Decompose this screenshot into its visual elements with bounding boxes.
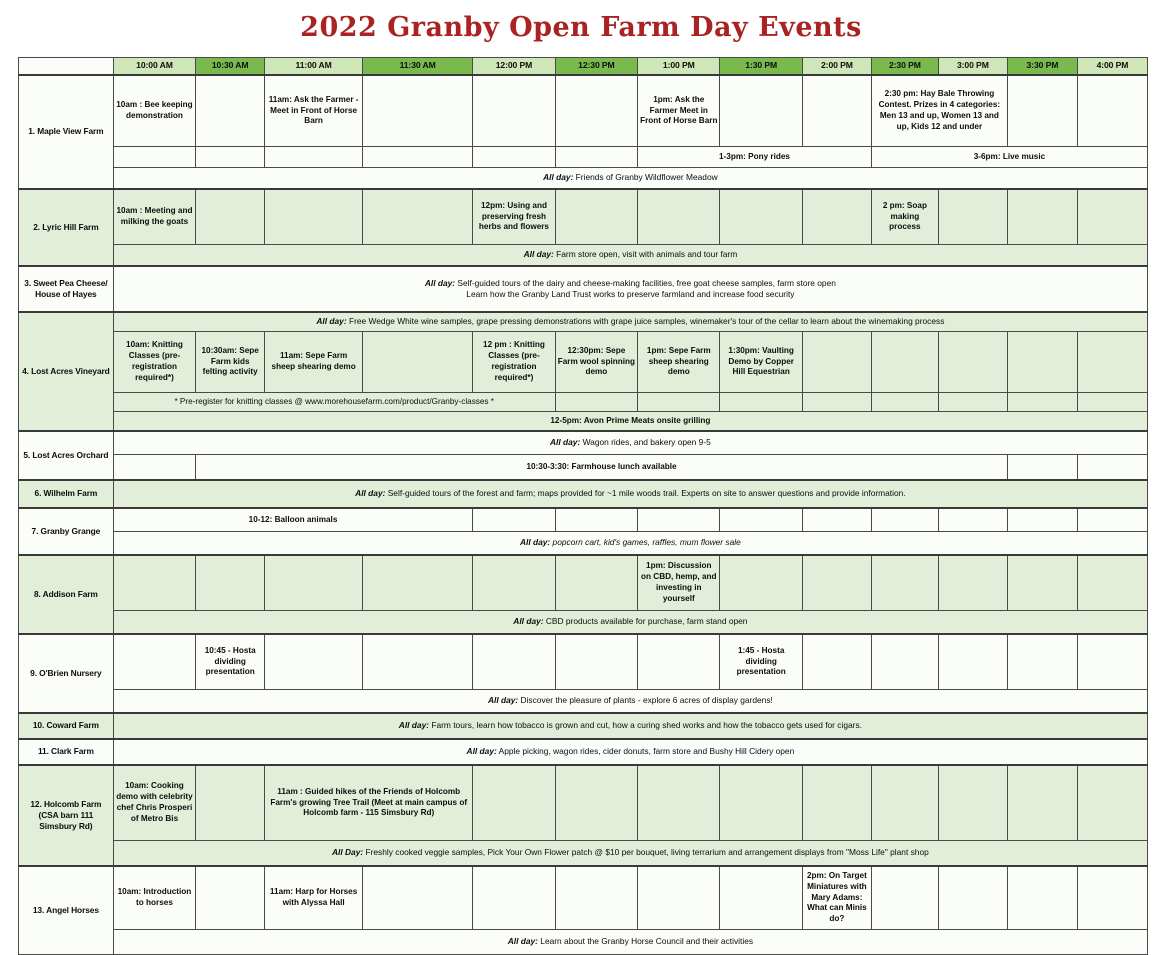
empty-cell[interactable]	[265, 147, 363, 168]
allday-label: All day:	[523, 249, 554, 260]
allday-label: All day:	[398, 720, 430, 731]
span-text: Pony rides	[745, 151, 790, 161]
schedule-table	[18, 57, 1148, 955]
allday-line2: Learn how the Granby Land Trust works to preserve farmland and increase food security	[466, 289, 795, 299]
empty-cell[interactable]	[1007, 866, 1077, 930]
allday-text: CBD products available for purchase, farm stand open	[543, 616, 748, 627]
time-header-100pm: 1:00 PM	[638, 58, 720, 76]
empty-cell[interactable]	[196, 765, 265, 841]
empty-cell[interactable]	[473, 634, 555, 690]
empty-cell[interactable]	[1077, 189, 1147, 245]
empty-cell[interactable]	[265, 189, 363, 245]
farm-allday-row-holcomb	[19, 841, 1148, 867]
allday-cell[interactable]	[113, 532, 1147, 556]
empty-cell[interactable]	[363, 555, 473, 611]
empty-cell[interactable]	[802, 189, 871, 245]
span-text: Avon Prime Meats onsite grilling	[581, 415, 711, 425]
empty-cell[interactable]	[363, 866, 473, 930]
event-cell[interactable]: 10am: Knitting Classes (pre-registration required*)	[113, 332, 195, 393]
event-cell[interactable]: 2:30 pm: Hay Bale Throwing Contest. Prizes in 4 categories: Men 13 and up, Women 13 and up, Kids 12 and under	[871, 75, 1007, 147]
empty-cell[interactable]	[113, 455, 195, 481]
empty-cell[interactable]	[473, 866, 555, 930]
farm-events-row-lost-acres-vineyard	[19, 332, 1148, 393]
empty-cell[interactable]	[1077, 75, 1147, 147]
farm-row-holcomb	[19, 765, 1148, 841]
empty-cell[interactable]	[938, 634, 1007, 690]
event-cell[interactable]: 12 pm : Knitting Classes (pre-registration required*)	[473, 332, 555, 393]
empty-cell[interactable]	[555, 393, 637, 412]
empty-cell[interactable]	[720, 555, 802, 611]
empty-cell[interactable]	[871, 634, 938, 690]
empty-cell[interactable]	[265, 634, 363, 690]
empty-cell[interactable]	[1007, 393, 1077, 412]
allday-cell[interactable]	[113, 266, 1147, 312]
empty-cell[interactable]	[1007, 555, 1077, 611]
empty-cell[interactable]	[938, 332, 1007, 393]
allday-cell[interactable]	[113, 245, 1147, 267]
prereg-note[interactable]: * Pre-register for knitting classes @ www.morehousefarm.com/product/Granby-classes *	[113, 393, 555, 412]
farm-row-coward	[19, 713, 1148, 739]
empty-cell[interactable]	[473, 765, 555, 841]
time-header-1000am: 10:00 AM	[113, 58, 195, 76]
farm-name: 4. Lost Acres Vineyard	[19, 312, 114, 431]
farm-row-obrien-nursery	[19, 634, 1148, 690]
allday-cell[interactable]	[113, 930, 1147, 955]
empty-cell[interactable]	[555, 189, 637, 245]
event-cell[interactable]: 12pm: Using and preserving fresh herbs and flowers	[473, 189, 555, 245]
empty-cell[interactable]	[871, 393, 938, 412]
empty-cell[interactable]	[938, 508, 1007, 532]
event-cell[interactable]: 11am: Sepe Farm sheep shearing demo	[265, 332, 363, 393]
empty-cell[interactable]	[720, 765, 802, 841]
time-header-1230pm: 12:30 PM	[555, 58, 637, 76]
farm-name: 6. Wilhelm Farm	[19, 480, 114, 508]
farm-name: 9. O'Brien Nursery	[19, 634, 114, 713]
time-header-1200pm: 12:00 PM	[473, 58, 555, 76]
farm-allday-row-granby-grange	[19, 532, 1148, 556]
empty-cell[interactable]	[113, 147, 195, 168]
empty-cell[interactable]	[1077, 866, 1147, 930]
event-cell[interactable]: 10:45 - Hosta dividing presentation	[196, 634, 265, 690]
allday-cell[interactable]	[113, 690, 1147, 714]
farm-span-row-lost-acres-vineyard	[19, 412, 1148, 432]
allday-text: Apple picking, wagon rides, cider donuts, farm store and Bushy Hill Cidery open	[496, 746, 795, 757]
allday-label: All day:	[543, 172, 574, 183]
empty-cell[interactable]	[638, 393, 720, 412]
allday-text: Free Wedge White wine samples, grape pressing demonstrations with grape juice samples, winemaker's tour of the cellar to learn about the winemaking process	[346, 316, 945, 327]
empty-cell[interactable]	[1007, 508, 1077, 532]
empty-cell[interactable]	[473, 508, 555, 532]
empty-cell[interactable]	[196, 555, 265, 611]
empty-cell[interactable]	[638, 634, 720, 690]
farm-name: 5. Lost Acres Orchard	[19, 431, 114, 480]
empty-cell[interactable]	[802, 508, 871, 532]
farm-allday-row-lyric-hill	[19, 245, 1148, 267]
empty-cell[interactable]	[1077, 332, 1147, 393]
time-header-1100am: 11:00 AM	[265, 58, 363, 76]
empty-cell[interactable]	[720, 75, 802, 147]
empty-cell[interactable]	[938, 555, 1007, 611]
allday-text: popcorn cart, kid's games, raffles, mum flower sale	[550, 537, 741, 548]
event-cell[interactable]: 1pm: Ask the Farmer Meet in Front of Horse Barn	[638, 75, 720, 147]
empty-cell[interactable]	[363, 147, 473, 168]
empty-cell[interactable]	[638, 508, 720, 532]
allday-cell[interactable]	[113, 739, 1147, 765]
span-balloon-animals[interactable]: 10-12: Balloon animals	[113, 508, 473, 532]
empty-cell[interactable]	[1077, 765, 1147, 841]
event-cell[interactable]: 10am: Introduction to horses	[113, 866, 195, 930]
farm-note-row-lost-acres-vineyard	[19, 393, 1148, 412]
event-cell[interactable]: 2 pm: Soap making process	[871, 189, 938, 245]
farm-name: 1. Maple View Farm	[19, 75, 114, 189]
span-text: Live music	[1000, 151, 1046, 161]
empty-cell[interactable]	[196, 866, 265, 930]
empty-cell[interactable]	[720, 508, 802, 532]
allday-text: Farm tours, learn how tobacco is grown and cut, how a curing shed works and how the tobacco gets used for cigars.	[429, 720, 862, 731]
event-cell[interactable]: 10am : Bee keeping demonstration	[113, 75, 195, 147]
event-cell[interactable]: 1pm: Sepe Farm sheep shearing demo	[638, 332, 720, 393]
span-pony-rides[interactable]	[638, 147, 872, 168]
allday-label: All day:	[355, 488, 386, 499]
allday-cell[interactable]	[113, 713, 1147, 739]
empty-cell[interactable]	[638, 866, 720, 930]
allday-text: Freshly cooked veggie samples, Pick Your Own Flower patch @ $10 per bouquet, living terrarium and arrangement displays from "Moss Life" plant shop	[363, 847, 929, 858]
empty-cell[interactable]	[802, 75, 871, 147]
farm-row-addison	[19, 555, 1148, 611]
empty-cell[interactable]	[1077, 634, 1147, 690]
farm-span-row-maple-view	[19, 147, 1148, 168]
empty-cell[interactable]	[265, 555, 363, 611]
farm-allday-row-angel-horses	[19, 930, 1148, 955]
empty-cell[interactable]	[363, 189, 473, 245]
event-cell[interactable]: 1:30pm: Vaulting Demo by Copper Hill Equestrian	[720, 332, 802, 393]
empty-cell[interactable]	[720, 866, 802, 930]
span-label: 1-3pm:	[719, 151, 746, 161]
empty-cell[interactable]	[938, 866, 1007, 930]
empty-cell[interactable]	[1077, 393, 1147, 412]
farm-row-clark	[19, 739, 1148, 765]
empty-cell[interactable]	[473, 555, 555, 611]
empty-cell[interactable]	[473, 147, 555, 168]
time-header-130pm: 1:30 PM	[720, 58, 802, 76]
farm-row-wilhelm	[19, 480, 1148, 508]
empty-cell[interactable]	[1077, 555, 1147, 611]
span-avon-prime-meats[interactable]	[113, 412, 1147, 432]
allday-text: Friends of Granby Wildflower Meadow	[573, 172, 718, 183]
allday-text: Farm store open, visit with animals and tour farm	[553, 249, 738, 260]
empty-cell[interactable]	[1007, 75, 1077, 147]
farm-name: 8. Addison Farm	[19, 555, 114, 634]
empty-cell[interactable]	[802, 555, 871, 611]
empty-cell[interactable]	[938, 765, 1007, 841]
allday-cell[interactable]	[113, 480, 1147, 508]
allday-cell[interactable]	[113, 431, 1147, 455]
empty-cell[interactable]	[363, 332, 473, 393]
farm-allday-row-maple-view	[19, 168, 1148, 190]
empty-cell[interactable]	[871, 765, 938, 841]
farm-allday-row-obrien-nursery	[19, 690, 1148, 714]
event-cell[interactable]: 11am: Harp for Horses with Alyssa Hall	[265, 866, 363, 930]
empty-cell[interactable]	[196, 75, 265, 147]
empty-cell[interactable]	[555, 555, 637, 611]
event-cell[interactable]: 10am : Meeting and milking the goats	[113, 189, 195, 245]
empty-cell[interactable]	[1007, 634, 1077, 690]
header-corner	[19, 58, 114, 76]
allday-text: Wagon rides, and bakery open 9-5	[580, 437, 711, 448]
allday-label: All day:	[466, 746, 497, 757]
allday-label: All day:	[487, 695, 519, 706]
span-live-music[interactable]	[871, 147, 1147, 168]
allday-banner-cell[interactable]	[113, 312, 1147, 332]
event-cell[interactable]: 2pm: On Target Miniatures with Mary Adams: What can Minis do?	[802, 866, 871, 930]
farm-row-granby-grange	[19, 508, 1148, 532]
empty-cell[interactable]	[555, 75, 637, 147]
empty-cell[interactable]	[363, 634, 473, 690]
empty-cell[interactable]	[555, 634, 637, 690]
page-title: 2022 Granby Open Farm Day Events	[300, 12, 862, 43]
empty-cell[interactable]	[196, 189, 265, 245]
empty-cell[interactable]	[1077, 455, 1147, 481]
empty-cell[interactable]	[802, 332, 871, 393]
farm-name: 3. Sweet Pea Cheese/ House of Hayes	[19, 266, 114, 312]
time-header-300pm: 3:00 PM	[938, 58, 1007, 76]
empty-cell[interactable]	[555, 508, 637, 532]
allday-cell[interactable]	[113, 168, 1147, 190]
span-farmhouse-lunch[interactable]: 10:30-3:30: Farmhouse lunch available	[196, 455, 1008, 481]
empty-cell[interactable]	[555, 765, 637, 841]
empty-cell[interactable]	[1007, 189, 1077, 245]
empty-cell[interactable]	[871, 555, 938, 611]
allday-cell[interactable]	[113, 841, 1147, 867]
empty-cell[interactable]	[555, 147, 637, 168]
empty-cell[interactable]	[638, 189, 720, 245]
empty-cell[interactable]	[802, 634, 871, 690]
farm-row-lost-acres-vineyard-banner	[19, 312, 1148, 332]
span-label: 3-6pm:	[973, 151, 1001, 161]
farm-lunch-row-lost-acres-orchard	[19, 455, 1148, 481]
empty-cell[interactable]	[720, 189, 802, 245]
time-header-400pm: 4:00 PM	[1077, 58, 1147, 76]
allday-text: Learn about the Granby Horse Council and their activities	[537, 936, 754, 947]
event-cell[interactable]: 11am: Ask the Farmer - Meet in Front of Horse Barn	[265, 75, 363, 147]
empty-cell[interactable]	[363, 75, 473, 147]
farm-row-lost-acres-orchard	[19, 431, 1148, 455]
allday-text: Self-guided tours of the dairy and cheese-making facilities, free goat cheese samples, farm store open	[455, 277, 836, 288]
time-header-row	[19, 58, 1148, 76]
farm-name: 7. Granby Grange	[19, 508, 114, 555]
farm-name: 10. Coward Farm	[19, 713, 114, 739]
span-label: 12-5pm:	[550, 415, 582, 425]
event-cell[interactable]: 11am : Guided hikes of the Friends of Holcomb Farm's growing Tree Trail (Meet at main campus of Holcomb farm - 115 Simsbury Rd)	[265, 765, 473, 841]
allday-line1	[116, 278, 1145, 289]
event-cell[interactable]: 12:30pm: Sepe Farm wool spinning demo	[555, 332, 637, 393]
allday-label: All day:	[550, 437, 581, 448]
allday-label: All day:	[316, 316, 347, 327]
allday-label: All day:	[513, 616, 544, 627]
empty-cell[interactable]	[871, 866, 938, 930]
allday-label: All day:	[519, 537, 551, 548]
farm-name: 12. Holcomb Farm (CSA barn 111 Simsbury Rd)	[19, 765, 114, 866]
event-cell[interactable]: 10:30am: Sepe Farm kids felting activity	[196, 332, 265, 393]
empty-cell[interactable]	[938, 189, 1007, 245]
farm-name: 2. Lyric Hill Farm	[19, 189, 114, 266]
allday-text: Self-guided tours of the forest and farm; maps provided for ~1 mile woods trail. Experts on site to answer questions and provide information.	[385, 488, 906, 499]
event-cell[interactable]: 1:45 - Hosta dividing presentation	[720, 634, 802, 690]
empty-cell[interactable]	[473, 75, 555, 147]
time-header-1130am: 11:30 AM	[363, 58, 473, 76]
farm-name: 13. Angel Horses	[19, 866, 114, 955]
farm-allday-row-addison	[19, 611, 1148, 635]
allday-cell[interactable]	[113, 611, 1147, 635]
farm-row-sweet-pea	[19, 266, 1148, 312]
allday-label: All Day:	[331, 847, 364, 858]
empty-cell[interactable]	[802, 765, 871, 841]
allday-label: All day:	[507, 936, 538, 947]
event-cell[interactable]: 1pm: Discussion on CBD, hemp, and investing in yourself	[638, 555, 720, 611]
farm-row-lyric-hill	[19, 189, 1148, 245]
time-header-200pm: 2:00 PM	[802, 58, 871, 76]
empty-cell[interactable]	[871, 508, 938, 532]
event-cell[interactable]: 10am: Cooking demo with celebrity chef Chris Prosperi of Metro Bis	[113, 765, 195, 841]
time-header-330pm: 3:30 PM	[1007, 58, 1077, 76]
empty-cell[interactable]	[1007, 765, 1077, 841]
empty-cell[interactable]	[555, 866, 637, 930]
empty-cell[interactable]	[802, 393, 871, 412]
empty-cell[interactable]	[113, 634, 195, 690]
empty-cell[interactable]	[938, 393, 1007, 412]
time-header-230pm: 2:30 PM	[871, 58, 938, 76]
empty-cell[interactable]	[638, 765, 720, 841]
farm-name: 11. Clark Farm	[19, 739, 114, 765]
empty-cell[interactable]	[1007, 332, 1077, 393]
allday-text: Discover the pleasure of plants - explore 6 acres of display gardens!	[518, 695, 773, 706]
empty-cell[interactable]	[1077, 508, 1147, 532]
farm-row-maple-view	[19, 75, 1148, 147]
time-header-1030am: 10:30 AM	[196, 58, 265, 76]
empty-cell[interactable]	[1007, 455, 1077, 481]
farm-row-angel-horses	[19, 866, 1148, 930]
empty-cell[interactable]	[113, 555, 195, 611]
empty-cell[interactable]	[871, 332, 938, 393]
empty-cell[interactable]	[720, 393, 802, 412]
allday-label: All day:	[424, 277, 456, 288]
empty-cell[interactable]	[196, 147, 265, 168]
